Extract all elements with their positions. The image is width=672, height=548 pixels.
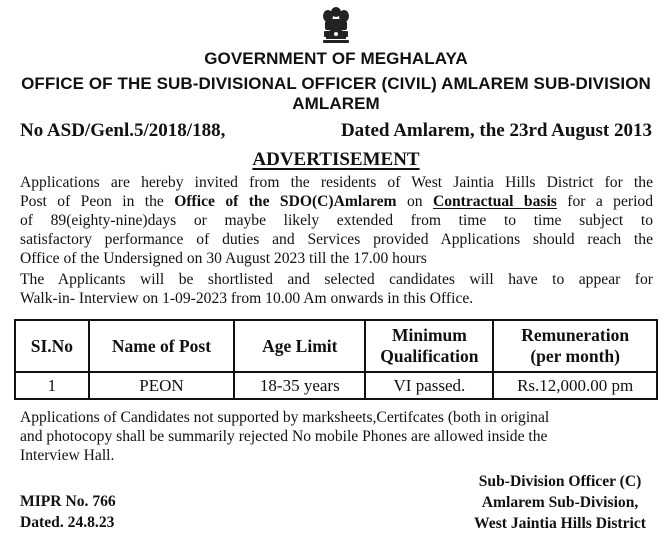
header-remuneration-line2: (per month) bbox=[530, 346, 620, 366]
header-qualification bbox=[365, 320, 493, 372]
interview-paragraph bbox=[20, 270, 653, 308]
para1-line4: satisfactory performance of duties and Services provided Applications should reach the bbox=[20, 231, 653, 248]
office-name-bold: Office of the SDO(C)Amlarem bbox=[174, 193, 397, 210]
mipr-number: MIPR No. 766 bbox=[20, 493, 116, 510]
para1-line5: Office of the Undersigned on 30 August 2023 till the 17.00 hours bbox=[20, 250, 427, 267]
header-qualification-line2: Qualification bbox=[380, 346, 479, 366]
posts-table bbox=[14, 319, 658, 400]
note-line2: and photocopy shall be summarily rejected No mobile Phones are allowed inside the bbox=[20, 428, 548, 445]
signature-office: Amlarem Sub-Division, bbox=[481, 494, 639, 511]
office-title-line1: OFFICE OF THE SUB-DIVISIONAL OFFICER (CIVIL) AMLAREM SUB-DIVISION bbox=[21, 74, 651, 93]
government-title: GOVERNMENT OF MEGHALAYA bbox=[204, 49, 468, 68]
para2-line1: The Applicants will be shortlisted and selected candidates will have to appear for bbox=[20, 271, 653, 288]
reference-number: No ASD/Genl.5/2018/188, bbox=[20, 120, 226, 141]
signature-district: West Jaintia Hills District bbox=[474, 515, 646, 532]
mipr-date: Dated. 24.8.23 bbox=[20, 514, 115, 531]
cell-qualification: VI passed. bbox=[365, 372, 493, 399]
header-name-of-post: Name of Post bbox=[89, 320, 234, 372]
contractual-basis-text: Contractual basis bbox=[432, 193, 557, 210]
note-line1: Applications of Candidates not supported by marksheets,Certifcates (both in original bbox=[20, 409, 550, 426]
cell-age: 18-35 years bbox=[234, 372, 365, 399]
invitation-paragraph bbox=[20, 173, 653, 268]
header-qualification-line1: Minimum bbox=[391, 325, 467, 345]
cell-sl-no: 1 bbox=[15, 372, 89, 399]
advertisement-heading bbox=[0, 149, 672, 171]
signature-title: Sub-Division Officer (C) bbox=[478, 473, 642, 490]
signature-block bbox=[474, 471, 646, 534]
para1-line1: Applications are hereby invited from the residents of West Jaintia Hills District for the bbox=[20, 174, 653, 191]
note-line3: Interview Hall. bbox=[20, 447, 115, 464]
office-title-line2: AMLAREM bbox=[292, 94, 380, 113]
header-age-limit: Age Limit bbox=[234, 320, 365, 372]
advertisement-title: ADVERTISEMENT bbox=[252, 149, 420, 170]
rejection-note bbox=[20, 408, 660, 465]
table-header-row bbox=[15, 320, 657, 372]
cell-remuneration: Rs.12,000.00 pm bbox=[493, 372, 657, 399]
reference-date: Dated Amlarem, the 23rd August 2013 bbox=[340, 120, 652, 141]
para1-line2-text-c: on bbox=[396, 193, 433, 210]
para1-line2 bbox=[20, 192, 653, 211]
para1-line2-text-a: Post of Peon in the bbox=[20, 193, 175, 210]
para1-line2-text-e: for a period bbox=[556, 193, 653, 210]
header-remuneration-line1: Remuneration bbox=[521, 325, 630, 345]
header-remuneration bbox=[493, 320, 657, 372]
state-emblem-icon bbox=[318, 6, 354, 46]
header-sl-no: SI.No bbox=[15, 320, 89, 372]
cell-post: PEON bbox=[89, 372, 234, 399]
table-row bbox=[15, 372, 657, 399]
reference-line bbox=[20, 120, 652, 142]
para2-line2: Walk-in- Interview on 1-09-2023 from 10.00 Am onwards in this Office. bbox=[20, 290, 474, 307]
para1-line3: of 89(eighty-nine)days or maybe likely extended from time to time subject to bbox=[20, 212, 653, 229]
mipr-block bbox=[20, 491, 116, 533]
